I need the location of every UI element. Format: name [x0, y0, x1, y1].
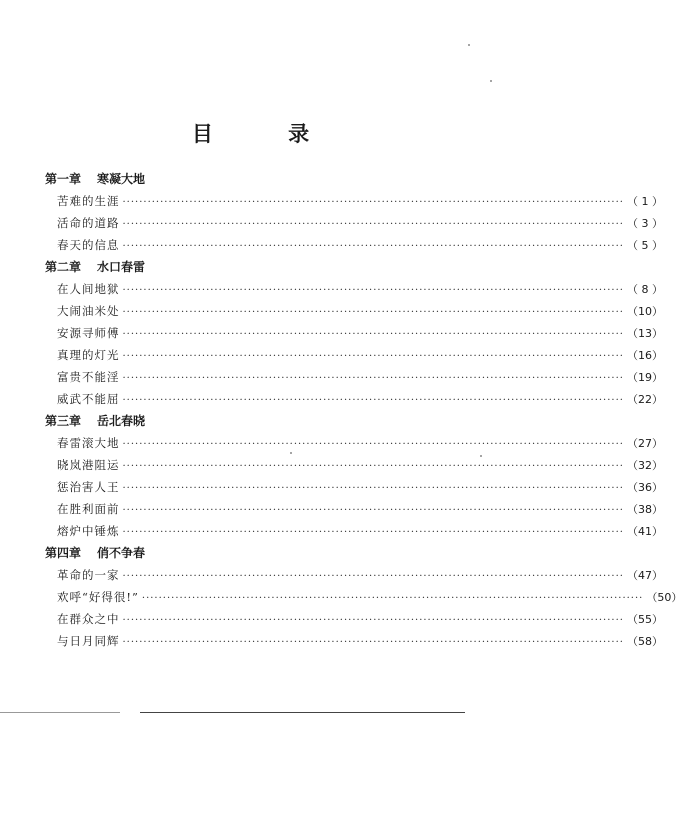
entry-page-number: （ 8 ） [626, 283, 663, 296]
entry-title: 晓岚港阻运 [57, 458, 120, 472]
dot-leader: ························································································································ [141, 593, 644, 604]
entry-page-number: （27） [626, 437, 663, 450]
chapter-number: 第二章 [45, 260, 82, 274]
chapter-name: 俏不争春 [97, 546, 146, 560]
chapter-name: 寒凝大地 [97, 172, 146, 186]
entry-page-number: （ 3 ） [626, 217, 663, 230]
entry-title: 在人间地狱 [57, 282, 120, 296]
entry-title: 苦难的生涯 [57, 194, 120, 208]
chapter-heading [45, 542, 405, 564]
bottom-rule-left [0, 712, 120, 713]
entry-title: 富贵不能淫 [57, 370, 120, 384]
toc-entry [45, 388, 663, 410]
entry-page-number: （10） [626, 305, 663, 318]
entry-page-number: （32） [626, 459, 663, 472]
toc-entry [45, 300, 663, 322]
entry-title: 活命的道路 [57, 216, 120, 230]
entry-page-number: （19） [626, 371, 663, 384]
dot-leader: ························································································································ [122, 505, 624, 516]
toc-entry [45, 212, 663, 234]
toc-entry [45, 344, 663, 366]
dot-leader: ························································································································ [122, 483, 624, 494]
chapter-name: 岳北春晓 [97, 414, 146, 428]
toc-entry [45, 586, 682, 608]
page-title: 目 录 [191, 121, 344, 146]
dot-leader: ························································································································ [122, 219, 624, 230]
entry-page-number: （50） [646, 591, 682, 604]
entry-title: 熔炉中锤炼 [57, 524, 120, 538]
chapter-number: 第一章 [45, 172, 82, 186]
dot-leader: ························································································································ [122, 307, 624, 318]
toc-entry [45, 498, 663, 520]
entry-title: 欢呼“好得很!” [57, 590, 139, 604]
entry-title: 大闹油米处 [57, 304, 120, 318]
entry-page-number: （55） [626, 613, 663, 626]
entry-title: 春雷滚大地 [57, 436, 120, 450]
entry-page-number: （ 1 ） [626, 195, 663, 208]
entry-page-number: （13） [626, 327, 663, 340]
toc-entry [45, 366, 663, 388]
entry-page-number: （ 5 ） [626, 239, 663, 252]
toc-entry [45, 630, 663, 652]
toc-entry [45, 564, 663, 586]
toc-entry [45, 608, 663, 630]
toc-entry [45, 520, 663, 542]
dot-leader: ························································································································ [122, 351, 624, 362]
entry-page-number: （38） [626, 503, 663, 516]
chapter-name: 水口春雷 [97, 260, 146, 274]
toc-entry [45, 476, 663, 498]
dot-leader: ························································································································ [122, 285, 624, 296]
toc-entry [45, 278, 663, 300]
dot-leader: ························································································································ [122, 439, 624, 450]
table-of-contents [45, 168, 682, 652]
chapter-heading [45, 410, 405, 432]
paper-speck [490, 80, 492, 82]
entry-title: 在胜利面前 [57, 502, 120, 516]
dot-leader: ························································································································ [122, 373, 624, 384]
dot-leader: ························································································································ [122, 571, 624, 582]
entry-page-number: （41） [626, 525, 663, 538]
entry-title: 在群众之中 [57, 612, 120, 626]
toc-entry [45, 190, 663, 212]
entry-page-number: （47） [626, 569, 663, 582]
entry-page-number: （22） [626, 393, 663, 406]
dot-leader: ························································································································ [122, 197, 624, 208]
toc-entry [45, 234, 663, 256]
entry-title: 革命的一家 [57, 568, 120, 582]
toc-entry [45, 432, 663, 454]
entry-title: 真理的灯光 [57, 348, 120, 362]
bottom-rule-right [140, 712, 465, 713]
entry-title: 安源寻师傅 [57, 326, 120, 340]
paper-speck [468, 44, 470, 46]
entry-title: 与日月同辉 [57, 634, 120, 648]
entry-title: 惩治害人王 [57, 480, 120, 494]
dot-leader: ························································································································ [122, 329, 624, 340]
paper-speck [480, 455, 482, 457]
entry-title: 春天的信息 [57, 238, 120, 252]
chapter-heading [45, 168, 405, 190]
entry-title: 威武不能屈 [57, 392, 120, 406]
chapter-number: 第三章 [45, 414, 82, 428]
dot-leader: ························································································································ [122, 395, 624, 406]
entry-page-number: （58） [626, 635, 663, 648]
chapter-number: 第四章 [45, 546, 82, 560]
entry-page-number: （36） [626, 481, 663, 494]
chapter-heading [45, 256, 405, 278]
dot-leader: ························································································································ [122, 637, 624, 648]
dot-leader: ························································································································ [122, 241, 624, 252]
dot-leader: ························································································································ [122, 461, 624, 472]
paper-speck [290, 452, 292, 454]
toc-entry [45, 322, 663, 344]
toc-entry [45, 454, 663, 476]
dot-leader: ························································································································ [122, 615, 624, 626]
dot-leader: ························································································································ [122, 527, 624, 538]
entry-page-number: （16） [626, 349, 663, 362]
